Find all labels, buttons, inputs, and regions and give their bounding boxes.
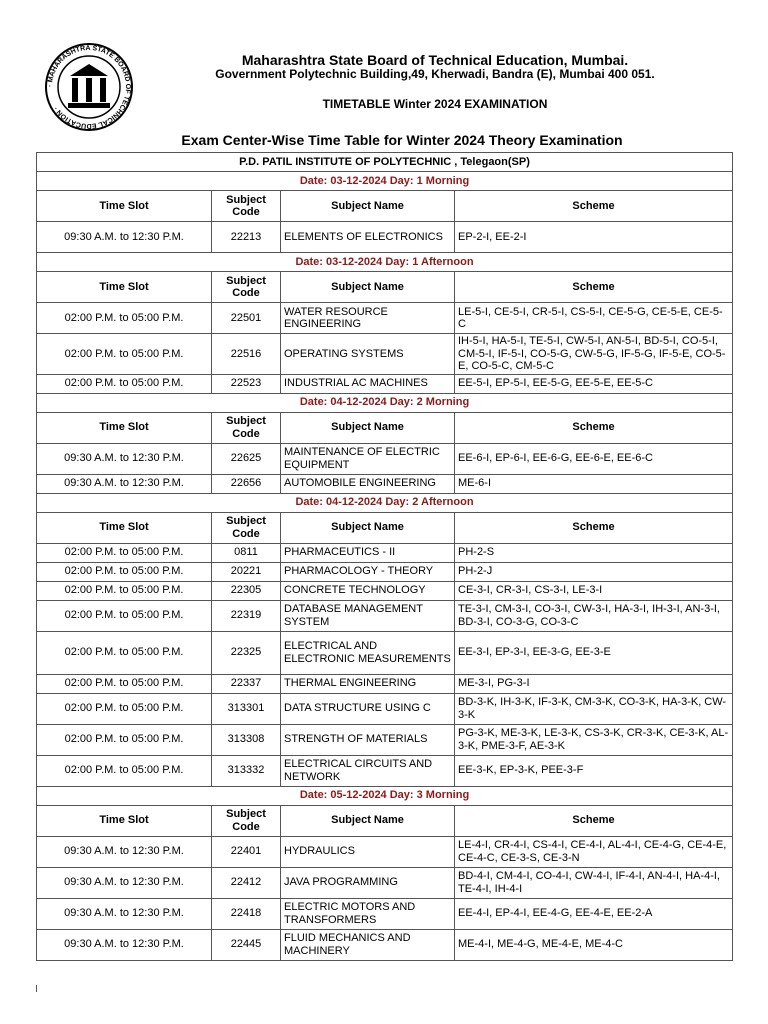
header-subject-name: Subject Name — [281, 805, 455, 836]
scheme-cell: BD-4-I, CM-4-I, CO-4-I, CW-4-I, IF-4-I, AN-4-I, HA-4-I, TE-4-I, IH-4-I — [455, 867, 733, 898]
subject-code-cell: 22401 — [212, 836, 281, 867]
scheme-cell: LE-5-I, CE-5-I, CR-5-I, CS-5-I, CE-5-G, CE-5-E, CE-5-C — [455, 303, 733, 334]
exam-row — [37, 929, 733, 960]
header-subject-name: Subject Name — [281, 191, 455, 222]
subject-code-cell: 22305 — [212, 581, 281, 600]
exam-row — [37, 374, 733, 393]
header-subject-name: Subject Name — [281, 512, 455, 543]
timetable-table — [36, 152, 733, 961]
time-slot-cell: 02:00 P.M. to 05:00 P.M. — [37, 674, 212, 693]
subject-name-cell: ELEMENTS OF ELECTRONICS — [281, 222, 455, 253]
session-date-row — [37, 393, 733, 412]
board-address: Government Polytechnic Building,49, Kherwadi, Bandra (E), Mumbai 400 051. — [215, 67, 655, 81]
time-slot-cell: 09:30 A.M. to 12:30 P.M. — [37, 474, 212, 493]
exam-row — [37, 222, 733, 253]
subject-code-cell: 22213 — [212, 222, 281, 253]
scheme-cell: EP-2-I, EE-2-I — [455, 222, 733, 253]
subject-code-cell: 22656 — [212, 474, 281, 493]
header-scheme: Scheme — [455, 272, 733, 303]
timetable-sheet — [36, 152, 732, 961]
session-date-row — [37, 786, 733, 805]
svg-text:· MAHARASHTRA STATE BOARD OF T: · MAHARASHTRA STATE BOARD OF TECHNICAL EDUCATION · — [46, 44, 132, 130]
session-date-row — [37, 493, 733, 512]
column-header-row — [37, 272, 733, 303]
subject-name-cell: AUTOMOBILE ENGINEERING — [281, 474, 455, 493]
column-header-row — [37, 191, 733, 222]
subject-code-cell: 20221 — [212, 562, 281, 581]
session-date-row — [37, 253, 733, 272]
subject-name-cell: HYDRAULICS — [281, 836, 455, 867]
subject-name-cell: ELECTRICAL AND ELECTRONIC MEASUREMENTS — [281, 631, 455, 674]
scheme-cell: EE-4-I, EP-4-I, EE-4-G, EE-4-E, EE-2-A — [455, 898, 733, 929]
subject-name-cell: MAINTENANCE OF ELECTRIC EQUIPMENT — [281, 443, 455, 474]
session-date-label: Date: 04-12-2024 Day: 2 Morning — [37, 393, 733, 412]
column-header-row — [37, 512, 733, 543]
header-time-slot: Time Slot — [37, 272, 212, 303]
subject-code-cell: 22625 — [212, 443, 281, 474]
time-slot-cell: 09:30 A.M. to 12:30 P.M. — [37, 867, 212, 898]
time-slot-cell: 09:30 A.M. to 12:30 P.M. — [37, 222, 212, 253]
exam-row — [37, 303, 733, 334]
session-date-row — [37, 172, 733, 191]
exam-row — [37, 674, 733, 693]
scheme-cell: ME-6-I — [455, 474, 733, 493]
msbte-seal-logo — [44, 42, 134, 132]
time-slot-cell: 09:30 A.M. to 12:30 P.M. — [37, 898, 212, 929]
scheme-cell: EE-5-I, EP-5-I, EE-5-G, EE-5-E, EE-5-C — [455, 374, 733, 393]
exam-row — [37, 724, 733, 755]
subject-code-cell: 22418 — [212, 898, 281, 929]
exam-row — [37, 334, 733, 375]
exam-row — [37, 898, 733, 929]
time-slot-cell: 02:00 P.M. to 05:00 P.M. — [37, 755, 212, 786]
header-subject-code: Subject Code — [212, 272, 281, 303]
header-scheme: Scheme — [455, 512, 733, 543]
time-slot-cell: 02:00 P.M. to 05:00 P.M. — [37, 693, 212, 724]
time-slot-cell: 09:30 A.M. to 12:30 P.M. — [37, 836, 212, 867]
subject-name-cell: OPERATING SYSTEMS — [281, 334, 455, 375]
session-date-label: Date: 03-12-2024 Day: 1 Afternoon — [37, 253, 733, 272]
header-scheme: Scheme — [455, 412, 733, 443]
subject-name-cell: FLUID MECHANICS AND MACHINERY — [281, 929, 455, 960]
exam-row — [37, 562, 733, 581]
header-subject-code: Subject Code — [212, 805, 281, 836]
subject-code-cell: 0811 — [212, 543, 281, 562]
subject-code-cell: 22445 — [212, 929, 281, 960]
time-slot-cell: 02:00 P.M. to 05:00 P.M. — [37, 724, 212, 755]
exam-row — [37, 581, 733, 600]
subject-code-cell: 313301 — [212, 693, 281, 724]
subject-code-cell: 313332 — [212, 755, 281, 786]
page-header — [0, 0, 768, 150]
exam-row — [37, 693, 733, 724]
time-slot-cell: 02:00 P.M. to 05:00 P.M. — [37, 334, 212, 375]
subject-code-cell: 22501 — [212, 303, 281, 334]
institute-name: P.D. PATIL INSTITUTE OF POLYTECHNIC , Telegaon(SP) — [37, 153, 733, 172]
session-date-label: Date: 05-12-2024 Day: 3 Morning — [37, 786, 733, 805]
subject-code-cell: 22319 — [212, 600, 281, 631]
exam-row — [37, 600, 733, 631]
timetable-subtitle: Exam Center-Wise Time Table for Winter 2024 Theory Examination — [181, 132, 623, 148]
subject-code-cell: 22516 — [212, 334, 281, 375]
subject-name-cell: JAVA PROGRAMMING — [281, 867, 455, 898]
exam-row — [37, 867, 733, 898]
subject-code-cell: 22325 — [212, 631, 281, 674]
scheme-cell: PG-3-K, ME-3-K, LE-3-K, CS-3-K, CR-3-K, CE-3-K, AL-3-K, PME-3-F, AE-3-K — [455, 724, 733, 755]
header-time-slot: Time Slot — [37, 805, 212, 836]
subject-name-cell: INDUSTRIAL AC MACHINES — [281, 374, 455, 393]
time-slot-cell: 09:30 A.M. to 12:30 P.M. — [37, 443, 212, 474]
header-time-slot: Time Slot — [37, 412, 212, 443]
scheme-cell: LE-4-I, CR-4-I, CS-4-I, CE-4-I, AL-4-I, CE-4-G, CE-4-E, CE-4-C, CE-3-S, CE-3-N — [455, 836, 733, 867]
subject-name-cell: PHARMACEUTICS - II — [281, 543, 455, 562]
scheme-cell: TE-3-I, CM-3-I, CO-3-I, CW-3-I, HA-3-I, IH-3-I, AN-3-I, BD-3-I, CO-3-G, CO-3-C — [455, 600, 733, 631]
header-subject-code: Subject Code — [212, 412, 281, 443]
time-slot-cell: 02:00 P.M. to 05:00 P.M. — [37, 600, 212, 631]
subject-name-cell: STRENGTH OF MATERIALS — [281, 724, 455, 755]
scheme-cell: PH-2-J — [455, 562, 733, 581]
scheme-cell: IH-5-I, HA-5-I, TE-5-I, CW-5-I, AN-5-I, BD-5-I, CO-5-I, CM-5-I, IF-5-I, CO-5-G, CW-5-G, IF-5-G, IF-5-E, CO-5-E, CO-5-C, CM-5-C — [455, 334, 733, 375]
exam-row — [37, 755, 733, 786]
subject-name-cell: DATABASE MANAGEMENT SYSTEM — [281, 600, 455, 631]
subject-name-cell: PHARMACOLOGY - THEORY — [281, 562, 455, 581]
session-date-label: Date: 04-12-2024 Day: 2 Afternoon — [37, 493, 733, 512]
header-subject-code: Subject Code — [212, 191, 281, 222]
scheme-cell: EE-6-I, EP-6-I, EE-6-G, EE-6-E, EE-6-C — [455, 443, 733, 474]
time-slot-cell: 02:00 P.M. to 05:00 P.M. — [37, 303, 212, 334]
subject-code-cell: 313308 — [212, 724, 281, 755]
exam-row — [37, 543, 733, 562]
time-slot-cell: 02:00 P.M. to 05:00 P.M. — [37, 562, 212, 581]
subject-code-cell: 22523 — [212, 374, 281, 393]
exam-row — [37, 443, 733, 474]
subject-name-cell: THERMAL ENGINEERING — [281, 674, 455, 693]
scheme-cell: BD-3-K, IH-3-K, IF-3-K, CM-3-K, CO-3-K, HA-3-K, CW-3-K — [455, 693, 733, 724]
header-scheme: Scheme — [455, 191, 733, 222]
scheme-cell: EE-3-I, EP-3-I, EE-3-G, EE-3-E — [455, 631, 733, 674]
header-time-slot: Time Slot — [37, 191, 212, 222]
subject-name-cell: WATER RESOURCE ENGINEERING — [281, 303, 455, 334]
subject-name-cell: ELECTRICAL CIRCUITS AND NETWORK — [281, 755, 455, 786]
board-name: Maharashtra State Board of Technical Education, Mumbai. — [241, 52, 629, 68]
header-subject-name: Subject Name — [281, 272, 455, 303]
time-slot-cell: 02:00 P.M. to 05:00 P.M. — [37, 581, 212, 600]
scheme-cell: PH-2-S — [455, 543, 733, 562]
column-header-row — [37, 805, 733, 836]
scheme-cell: ME-3-I, PG-3-I — [455, 674, 733, 693]
page-edge-line — [36, 985, 37, 992]
exam-row — [37, 474, 733, 493]
subject-code-cell: 22337 — [212, 674, 281, 693]
scheme-cell: CE-3-I, CR-3-I, CS-3-I, LE-3-I — [455, 581, 733, 600]
institute-row — [37, 153, 733, 172]
time-slot-cell: 09:30 A.M. to 12:30 P.M. — [37, 929, 212, 960]
scheme-cell: ME-4-I, ME-4-G, ME-4-E, ME-4-C — [455, 929, 733, 960]
column-header-row — [37, 412, 733, 443]
subject-name-cell: ELECTRIC MOTORS AND TRANSFORMERS — [281, 898, 455, 929]
header-subject-name: Subject Name — [281, 412, 455, 443]
exam-row — [37, 631, 733, 674]
session-date-label: Date: 03-12-2024 Day: 1 Morning — [37, 172, 733, 191]
time-slot-cell: 02:00 P.M. to 05:00 P.M. — [37, 374, 212, 393]
exam-row — [37, 836, 733, 867]
header-time-slot: Time Slot — [37, 512, 212, 543]
timetable-title: TIMETABLE Winter 2024 EXAMINATION — [322, 97, 548, 111]
subject-name-cell: CONCRETE TECHNOLOGY — [281, 581, 455, 600]
subject-code-cell: 22412 — [212, 867, 281, 898]
scheme-cell: EE-3-K, EP-3-K, PEE-3-F — [455, 755, 733, 786]
time-slot-cell: 02:00 P.M. to 05:00 P.M. — [37, 631, 212, 674]
header-subject-code: Subject Code — [212, 512, 281, 543]
time-slot-cell: 02:00 P.M. to 05:00 P.M. — [37, 543, 212, 562]
subject-name-cell: DATA STRUCTURE USING C — [281, 693, 455, 724]
header-scheme: Scheme — [455, 805, 733, 836]
